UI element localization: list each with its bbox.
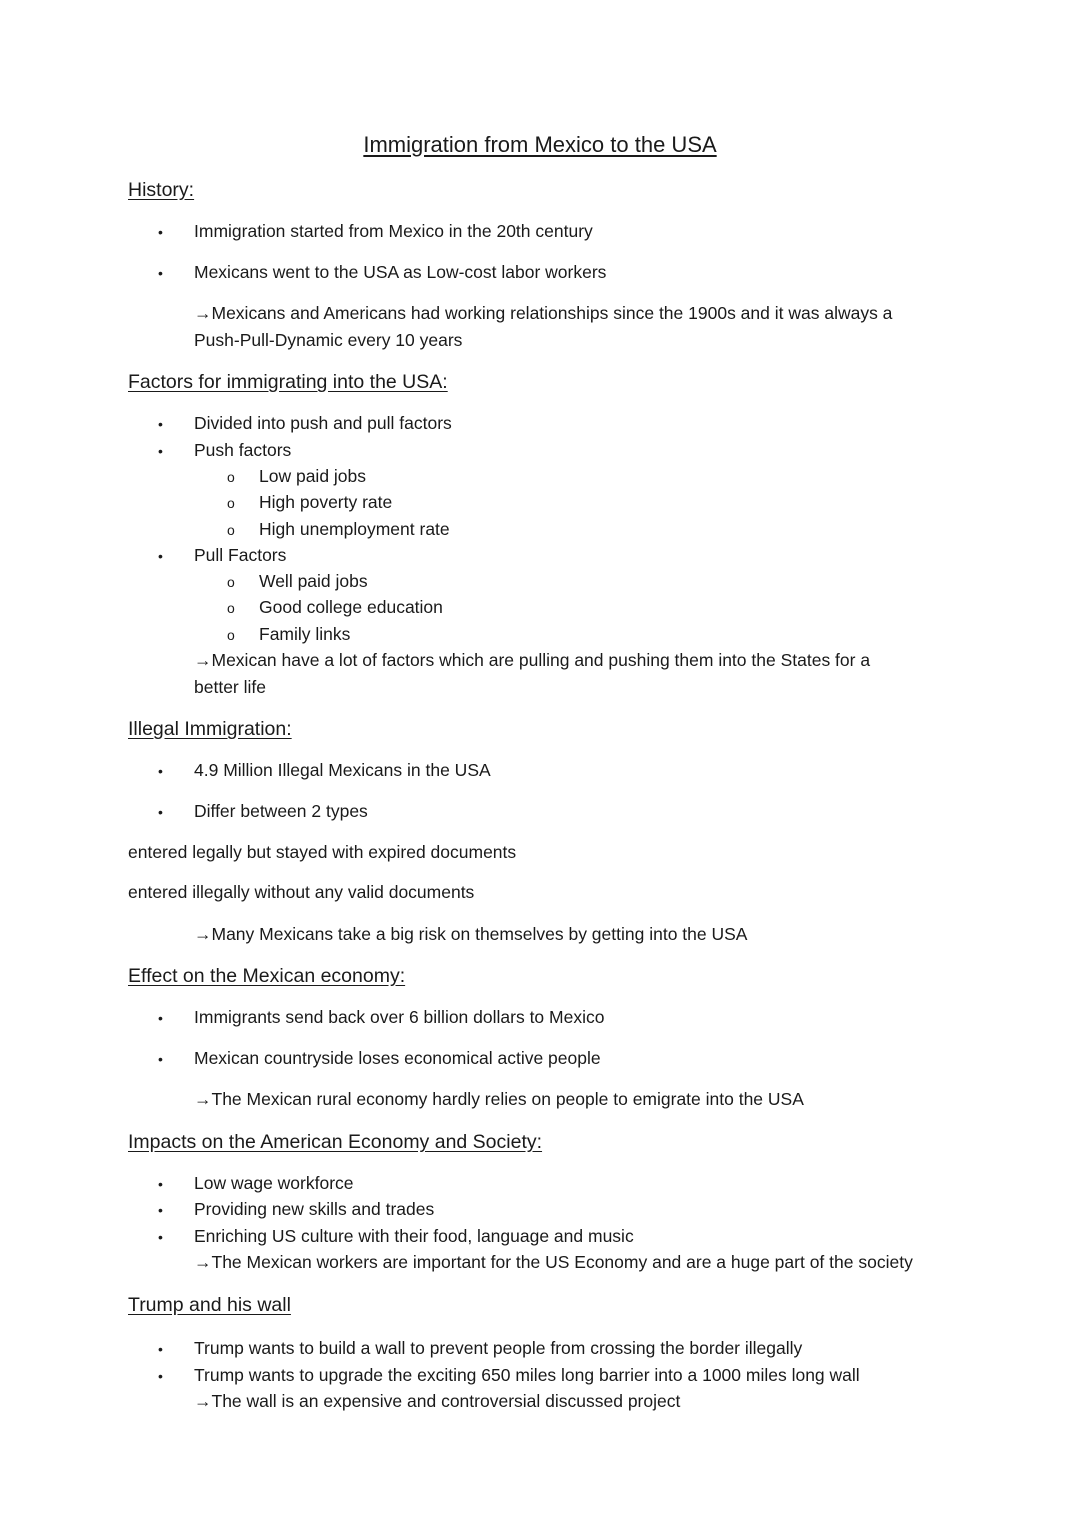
list-item: Push factors (194, 440, 292, 460)
conclusion-line: →The Mexican rural economy hardly relies on people to emigrate into the USA (194, 1089, 804, 1109)
bullet-icon: • (158, 1051, 163, 1067)
bullet-icon: • (158, 1368, 163, 1384)
type-line: entered legally but stayed with expired documents (128, 842, 517, 862)
bullet-icon: • (158, 1202, 163, 1218)
sub-bullet-icon: o (227, 627, 235, 643)
list-item: Divided into push and pull factors (194, 413, 452, 433)
list-item: Mexican countryside loses economical active people (194, 1048, 601, 1068)
list-item: Low wage workforce (194, 1173, 354, 1193)
sub-bullet-icon: o (227, 574, 235, 590)
list-item: Providing new skills and trades (194, 1199, 435, 1219)
list-item: Pull Factors (194, 545, 287, 565)
list-item: Trump wants to upgrade the exciting 650 miles long barrier into a 1000 miles long wall (194, 1365, 860, 1385)
sub-bullet-icon: o (227, 522, 235, 538)
bullet-icon: • (158, 763, 163, 779)
page-title: Immigration from Mexico to the USA (363, 132, 717, 157)
section-heading-illegal: Illegal Immigration: (128, 718, 292, 740)
conclusion-line: →The wall is an expensive and controversial discussed project (194, 1391, 681, 1411)
section-heading-history: History: (128, 179, 195, 201)
bullet-icon: • (158, 804, 163, 820)
bullet-icon: • (158, 416, 163, 432)
pull-factor-item: Good college education (259, 597, 443, 617)
conclusion-line: →Mexicans and Americans had working relationships since the 1900s and it was always a (194, 303, 893, 323)
list-item: Trump wants to build a wall to prevent people from crossing the border illegally (194, 1338, 803, 1358)
push-factor-item: Low paid jobs (259, 466, 367, 486)
list-item: Mexicans went to the USA as Low-cost labor workers (194, 262, 607, 282)
bullet-icon: • (158, 1341, 163, 1357)
conclusion-line: Push-Pull-Dynamic every 10 years (194, 330, 463, 350)
section-heading-factors: Factors for immigrating into the USA: (128, 371, 448, 393)
bullet-icon: • (158, 1229, 163, 1245)
pull-factor-item: Well paid jobs (259, 571, 368, 591)
conclusion-line: →The Mexican workers are important for the US Economy and are a huge part of the society (194, 1252, 913, 1272)
list-item: Immigrants send back over 6 billion dollars to Mexico (194, 1007, 605, 1027)
bullet-icon: • (158, 548, 163, 564)
list-item: Enriching US culture with their food, language and music (194, 1226, 634, 1246)
bullet-icon: • (158, 1176, 163, 1192)
section-heading-mexican-economy: Effect on the Mexican economy: (128, 965, 406, 987)
list-item: 4.9 Million Illegal Mexicans in the USA (194, 760, 491, 780)
push-factor-item: High poverty rate (259, 492, 393, 512)
list-item: Differ between 2 types (194, 801, 368, 821)
section-heading-trump: Trump and his wall (128, 1294, 291, 1316)
list-item: Immigration started from Mexico in the 20th century (194, 221, 593, 241)
bullet-icon: • (158, 443, 163, 459)
sub-bullet-icon: o (227, 469, 235, 485)
bullet-icon: • (158, 265, 163, 281)
conclusion-line: better life (194, 677, 266, 697)
pull-factor-item: Family links (259, 624, 351, 644)
type-line: entered illegally without any valid documents (128, 882, 475, 902)
bullet-icon: • (158, 224, 163, 240)
bullet-icon: • (158, 1010, 163, 1026)
conclusion-line: →Many Mexicans take a big risk on themselves by getting into the USA (194, 924, 748, 944)
sub-bullet-icon: o (227, 495, 235, 511)
push-factor-item: High unemployment rate (259, 519, 450, 539)
section-heading-american-impacts: Impacts on the American Economy and Society: (128, 1131, 543, 1153)
conclusion-line: →Mexican have a lot of factors which are pulling and pushing them into the States for a (194, 650, 871, 670)
sub-bullet-icon: o (227, 600, 235, 616)
